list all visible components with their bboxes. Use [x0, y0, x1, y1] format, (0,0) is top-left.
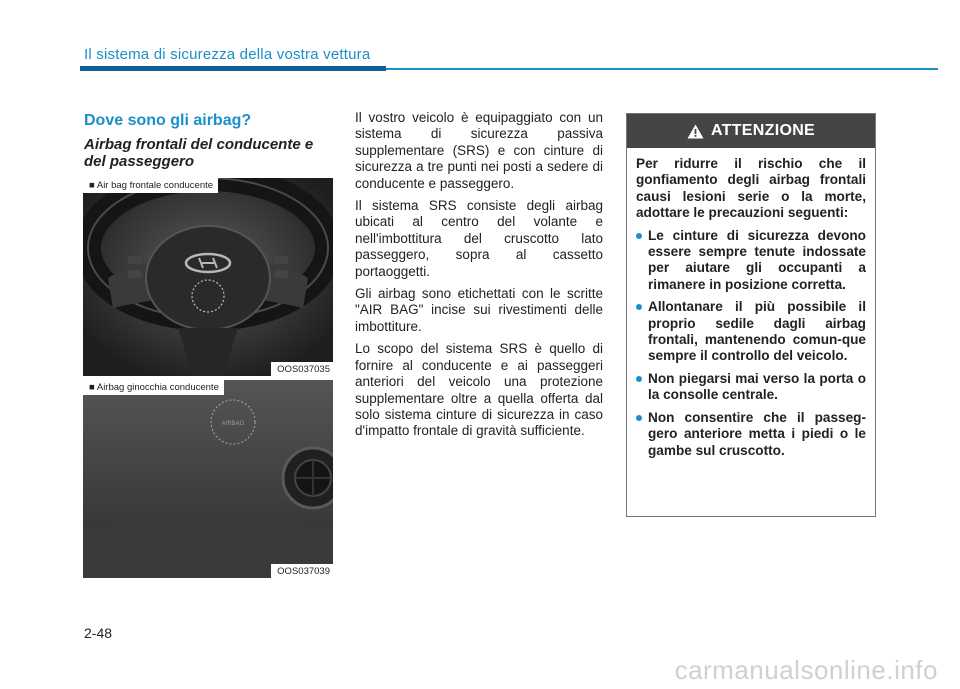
warning-triangle-icon: [687, 124, 704, 139]
paragraph: Gli airbag sono etichettati con le scritte "AIR BAG" incise sui rivestimenti delle imbottiture.: [355, 286, 603, 334]
paragraph: Lo scopo del sistema SRS è quello di fornire al conducente e ai passeggeri anteriori del veicolo una protezione supplementare oltre a quella offerta dal solo sistema cinture di sicurezza in caso d'impatto frontale di gravità sufficiente.: [355, 341, 603, 439]
dashboard-illustration: [83, 380, 333, 578]
header-divider-dark: [80, 66, 386, 71]
photo-caption: ■ Airbag ginocchia conducente: [83, 380, 224, 395]
steering-wheel-illustration: [83, 178, 333, 376]
subsection-title: Airbag frontali del conducente e del passeggero: [84, 136, 314, 170]
warning-list: [636, 228, 866, 459]
bullet-icon: [636, 304, 642, 310]
warning-item: Le cinture di sicurezza devono essere sempre tenute indossate per aiutare gli occupanti a rimanere in posizione corretta.: [636, 228, 866, 294]
steering-wheel-airbag-photo: [83, 178, 333, 376]
warning-title: ATTENZIONE: [710, 122, 816, 139]
body-text: [355, 110, 603, 446]
paragraph: Il vostro veicolo è equipaggiato con un sistema di sicurezza passiva supplementare (SRS) e con cinture di sicurezza a tre punti nei posti a sedere di conducente e passeggero.: [355, 110, 603, 191]
knee-airbag-photo: [83, 380, 333, 578]
warning-box: [626, 113, 876, 517]
bullet-icon: [636, 415, 642, 421]
header-divider-light: [386, 68, 938, 70]
warning-body: [627, 148, 875, 459]
warning-item: Non piegarsi mai verso la porta o la consolle centrale.: [636, 371, 866, 404]
photo-code: OOS037035: [271, 362, 333, 376]
warning-item: Allontanare il più possibile il proprio sedile dagli airbag frontali, mantenendo comun-que sempre il controllo del veicolo.: [636, 299, 866, 365]
bullet-icon: [636, 376, 642, 382]
page-number: 2-48: [84, 625, 113, 641]
warning-header: [627, 114, 875, 148]
section-header-title: Il sistema di sicurezza della vostra vettura: [84, 46, 371, 63]
photo-caption: ■ Air bag frontale conducente: [83, 178, 218, 193]
section-title: Dove sono gli airbag?: [84, 112, 252, 129]
svg-text:AIRBAG: AIRBAG: [221, 421, 245, 427]
photo-code: OOS037039: [271, 564, 333, 578]
paragraph: Il sistema SRS consiste degli airbag ubicati al centro del volante e nell'imbottitura del cruscotto lato passeggero, sopra al cassetto portaoggetti.: [355, 198, 603, 279]
watermark: carmanualsonline.info: [674, 655, 938, 685]
warning-item: Non consentire che il passeg-gero anteriore metta i piedi o le gambe sul cruscotto.: [636, 410, 866, 459]
warning-intro: Per ridurre il rischio che il gonfiamento degli airbag frontali causi lesioni serie o la morte, adottare le precauzioni seguenti:: [636, 156, 866, 221]
bullet-icon: [636, 233, 642, 239]
